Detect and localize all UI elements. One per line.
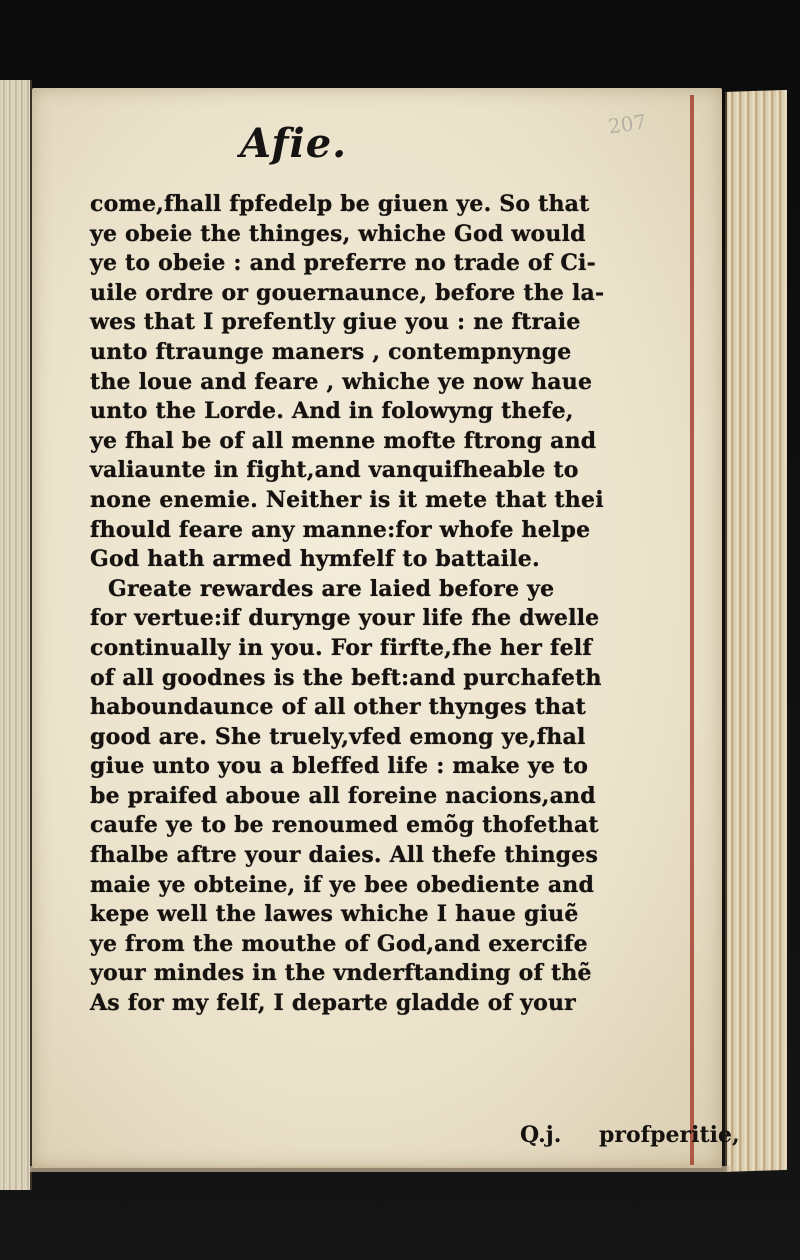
text-line: continually in you. For firfte,fhe her felf [90,634,593,661]
text-line: fhalbe aftre your daies. All thefe thinges [90,842,599,869]
text-line: Greate rewardes are laied before ye [108,575,555,602]
text-line: ye from the mouthe of God,and exercife [90,930,588,957]
text-line: valiaunte in fight,and vanquifheable to [90,457,579,484]
footer-row [520,1122,770,1148]
text-line: good are. She truely,vfed emong ye,fhal [90,723,586,750]
text-line: unto ftraunge maners , contempnynge [90,338,572,365]
bottom-page-edge [30,1166,730,1172]
text-line: uile ordre or gouernaunce, before the la- [90,279,605,306]
text-line: giue unto you a bleffed life : make ye to [90,753,589,780]
running-head: Afie. [240,120,348,167]
text-line: your mindes in the vnderftanding of thẽ [90,960,592,987]
text-line: of all goodnes is the beft:and purchafeth [90,664,602,691]
signature-mark: Q.j. [520,1122,562,1148]
text-line: fhould feare any manne:for whofe helpe [90,516,591,543]
page-edge-rule [690,95,694,1165]
catchword: profperitie, [599,1122,740,1148]
text-line: God hath armed hymfelf to battaile. [90,546,540,573]
text-line: none enemie. Neither is it mete that thei [90,486,604,513]
body-text [90,190,690,1019]
page-number: 207 [606,109,648,139]
text-line: be praifed aboue all foreine nacions,and [90,782,596,809]
text-line: caufe ye to be renoumed emõg thofethat [90,812,599,839]
text-line: As for my felf, I departe gladde of your [90,990,576,1017]
text-line: unto the Lorde. And in folowyng thefe, [90,398,574,425]
text-line: ye obeie the thinges, whiche God would [90,220,586,247]
text-line: ye fhal be of all menne mofte ftrong and [90,427,597,454]
text-line: come,fhall fpfedelp be giuen ye. So that [90,191,590,217]
text-line: kepe well the lawes whiche I haue giuẽ [90,901,579,928]
text-line: wes that I prefently giue you : ne ftraie [90,309,581,336]
text-line: for vertue:if durynge your life fhe dwelle [90,605,600,632]
text-line: haboundaunce of all other thynges that [90,694,587,721]
right-page-edges [725,90,787,1172]
left-page-edges [0,80,32,1190]
text-line: the loue and feare , whiche ye now haue [90,368,593,395]
text-line: ye to obeie : and preferre no trade of Ci- [90,250,596,277]
text-line: maie ye obteine, if ye bee obediente and [90,871,595,898]
